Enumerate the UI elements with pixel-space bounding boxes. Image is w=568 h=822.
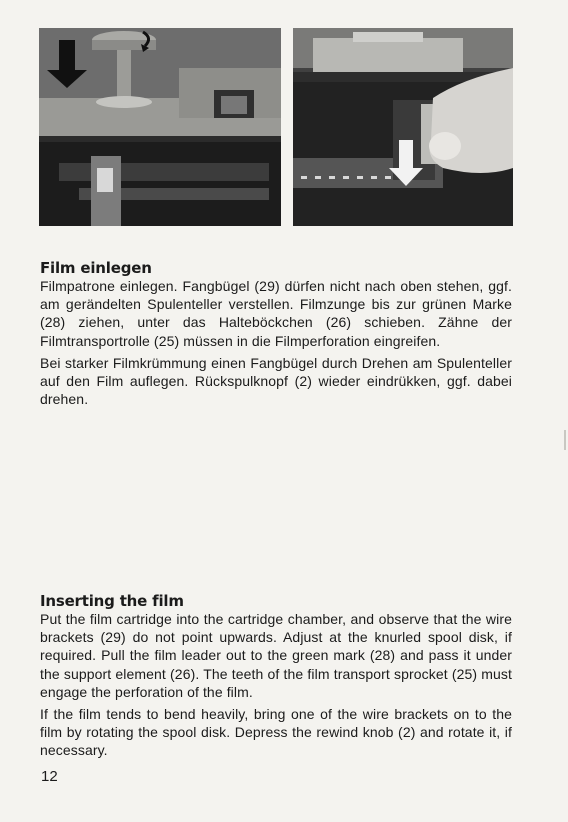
paragraph: Put the film cartridge into the cartridge chamber, and observe that the wire brackets (29) do not point upwards. Adjust at the knurled spool disk, if required. Pull the film leader out to the green mark (28) and pass it under the support element (26). The teeth of the film transport sprocket (25) must engage the perforation of the film. — [40, 611, 512, 700]
german-section — [40, 259, 512, 408]
page-number: 12 — [41, 768, 58, 785]
english-section — [40, 592, 512, 760]
camera-photo-rewind-knob — [39, 28, 281, 226]
paragraph: If the film tends to bend heavily, bring one of the wire brackets on to the film by rotating the spool disk. Depress the rewind knob (2) and rotate it, if necessary. — [40, 706, 512, 759]
paragraph: Bei starker Filmkrümmung einen Fangbügel durch Drehen am Spulenteller auf den Film auflegen. Rückspulknopf (2) wieder eindrükken, ggf. dabei drehen. — [40, 354, 512, 408]
section-heading-german: Film einlegen — [40, 259, 152, 277]
section-heading-english: Inserting the film — [40, 592, 184, 610]
page-edge-mark — [564, 430, 566, 450]
paragraph: Filmpatrone einlegen. Fangbügel (29) dürfen nicht nach oben stehen, ggf. am gerändelten Spulenteller verstellen. Filmzunge bis zur grünen Marke (28) ziehen, unter das Halteböckchen (26) schieben. Zähne der Filmtransportrolle (25) müssen in die Filmperforation eingreifen. — [40, 278, 512, 349]
camera-photo-film-leader — [293, 28, 513, 226]
